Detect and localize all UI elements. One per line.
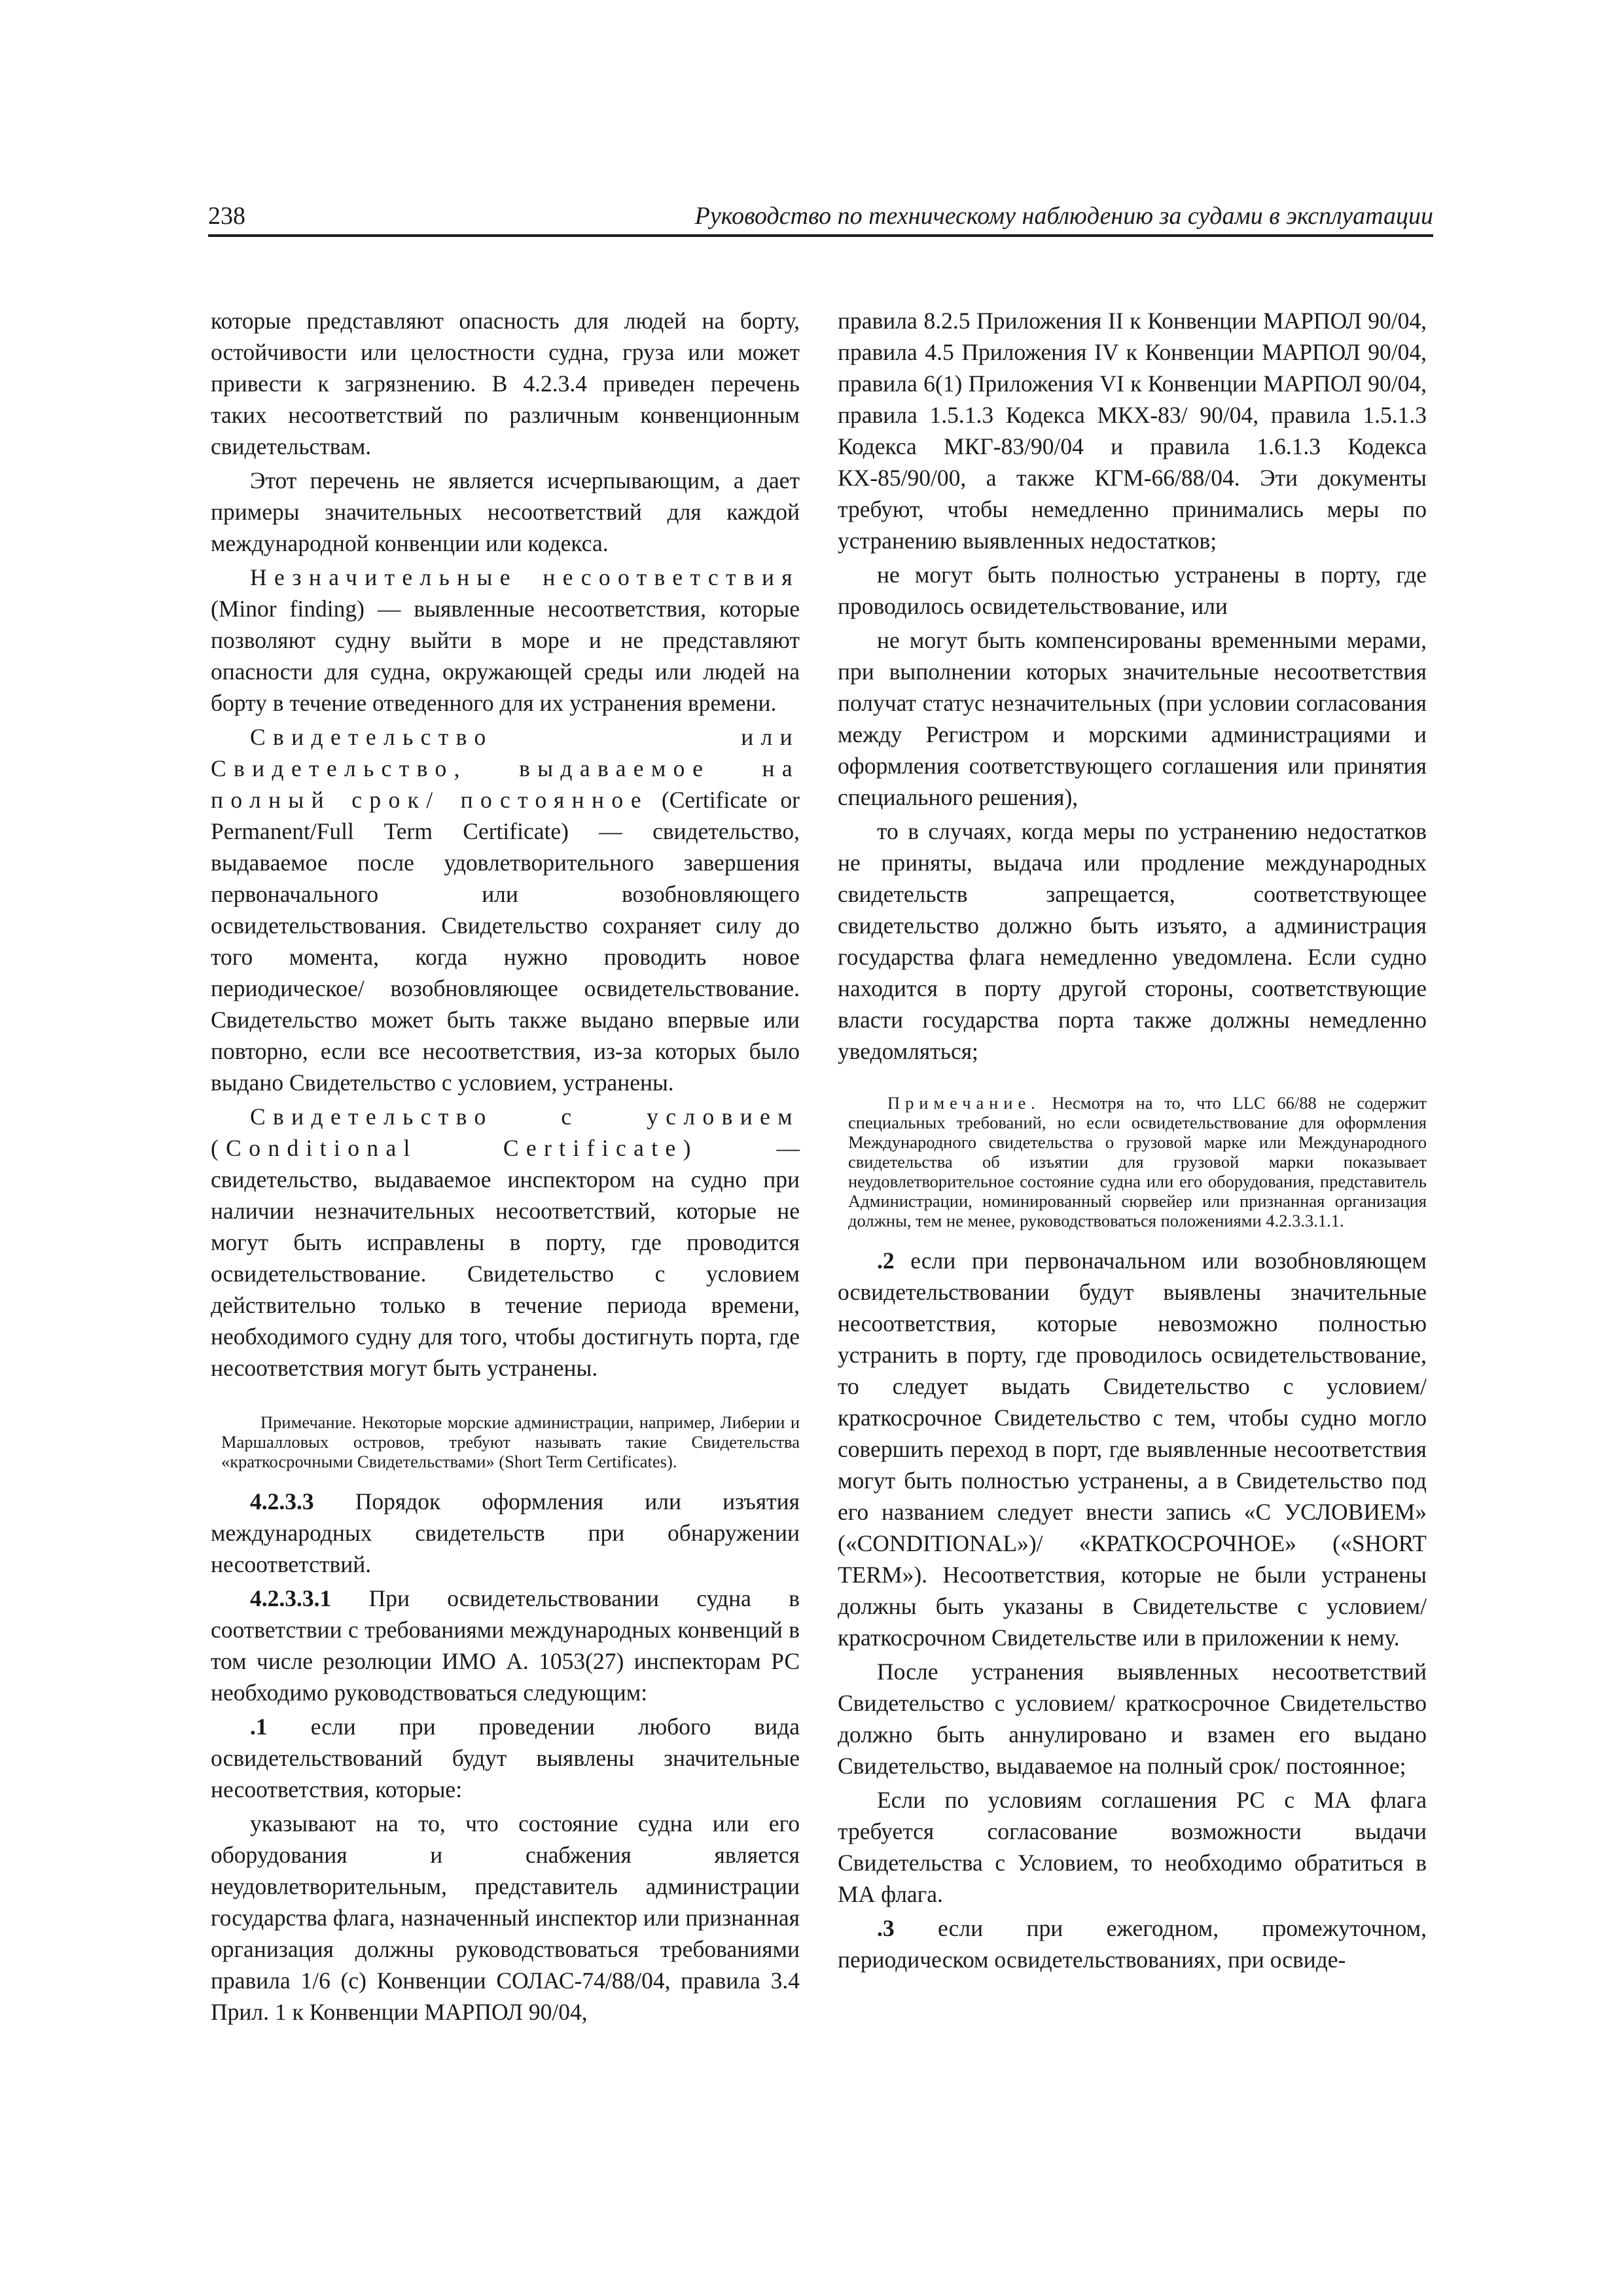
note-text: Несмотря на то, что LLC 66/88 не содержит специальных требований, но если освидетельствование для оформления Международного свидетельства о грузовой марке или Международного свидетельства об изъятии для грузовой марки показывает неудовлетворительное состояние судна или его оборудования, представитель Администрации, номинированный сюрвейер или признанная организация должны, тем не менее, руководствоваться положениями 4.2.3.3.1.1. (848, 1093, 1427, 1230)
page-header (208, 196, 1433, 237)
right-column (838, 305, 1427, 1978)
section-heading (211, 1486, 800, 1580)
section-title: Порядок оформления или изъятия международных свидетельств при обнаружении несоответствий. (211, 1488, 800, 1577)
definition-text: (Minor finding) — выявленные несоответствия, которые позволяют судну выйти в море и не представляют опасности для судна, окружающей среды или людей на борту в течение отведенного для их устранения времени. (211, 596, 800, 716)
section-number: 4.2.3.3.1 (250, 1585, 332, 1611)
item-number: .3 (877, 1915, 895, 1941)
term: Свидетельство с условием (Conditional Certificate) (211, 1103, 800, 1161)
note: Примечание. Некоторые морские администрации, например, Либерии и Маршалловых островов, требуют называть такие Свидетельства «краткосрочными Свидетельствами» (Short Term Certificates). (221, 1412, 800, 1471)
paragraph: то в случаях, когда меры по устранению недостатков не приняты, выдача или продление международных свидетельств запрещается, соответствующее свидетельство должно быть изъято, а администрация государства флага немедленно уведомлена. Если судно находится в порту другой стороны, соответствующие власти государства порта также должны немедленно уведомляться; (838, 818, 1427, 1064)
paragraph: Если по условиям соглашения РС с МА флага требуется согласование возможности выдачи Свидетельства с Условием, то необходимо обратиться в МА флага. (838, 1787, 1427, 1907)
paragraph: не могут быть полностью устранены в порту, где проводилось освидетельствование, или (838, 562, 1427, 619)
paragraph: не могут быть компенсированы временными мерами, при выполнении которых значительные несоответствия получат статус незначительных (при условии согласования между Регистром и морскими администрациями и оформления соответствующего соглашения или принятия специального решения), (838, 627, 1427, 810)
running-title: Руководство по техническому наблюдению за судами в эксплуатации (694, 202, 1433, 230)
section-number: 4.2.3.3 (250, 1488, 314, 1515)
item-number: .1 (250, 1713, 268, 1740)
item-number: .2 (877, 1247, 895, 1274)
page-number: 238 (208, 202, 245, 230)
paragraph: 4.2.3.3.1 При освидетельствовании судна в соответствии с требованиями международных конвенций в том числе резолюции ИМО А. 1053(27) инспекторам РС необходимо руководствоваться следующим: (211, 1585, 800, 1706)
term: Незначительные несоответствия (250, 564, 800, 590)
definition-certificate (211, 721, 800, 1098)
paragraph: которые представляют опасность для людей на борту, остойчивости или целостности судна, груза или может привести к загрязнению. В 4.2.3.4 приведен перечень таких несоответствий по различным конвенционным свидетельствам. (211, 308, 800, 459)
list-item: .3 если при ежегодном, промежуточном, периодическом освидетельствованиях, при освиде- (838, 1915, 1427, 1973)
list-item: .1 если при проведении любого вида освидетельствований будут выявлены значительные несоответствия, которые: (211, 1713, 800, 1803)
paragraph: указывают на то, что состояние судна или его оборудования и снабжения является неудовлетворительным, представитель администрации государства флага, назначенный инспектор или признанная организация должны руководствоваться требованиями правила 1/6 (с) Конвенции СОЛАС-74/88/04, правила 3.4 Прил. 1 к Конвенции МАРПОЛ 90/04, (211, 1810, 800, 2025)
note (838, 1093, 1427, 1230)
definition-text: — свидетельство, выдаваемое инспектором на судно при наличии незначительных несоответствий, которые не могут быть исправлены в порту, где проводится освидетельствование. Свидетельство с условием действительно только в течение периода времени, необходимого судну для того, чтобы достигнуть порта, где несоответствия могут быть устранены. (211, 1135, 800, 1381)
left-column (211, 305, 800, 2030)
definition-minor-finding (211, 562, 800, 719)
term: Свидетельство или Свидетельство, выдаваемое на полный срок/ постоянное (211, 724, 800, 813)
definition-text: (Certificate or Permanent/Full Term Certificate) — свидетельство, выдаваемое после удовлетворительного завершения первоначального или возобновляющего освидетельствования. Свидетельство сохраняет силу до того момента, когда нужно проводить новое периодическое/ возобновляющее освидетельствование. Свидетельство может быть также выдано впервые или повторно, если все несоответствия, из-за которых было выдано Свидетельство с условием, устранены. (211, 787, 800, 1096)
paragraph: Этот перечень не является исчерпывающим, а дает примеры значительных несоответствий для каждой международной конвенции или кодекса. (211, 467, 800, 556)
note-label: Примечание. (887, 1093, 1041, 1113)
paragraph: правила 8.2.5 Приложения II к Конвенции МАРПОЛ 90/04, правила 4.5 Приложения IV к Конвенции МАРПОЛ 90/04, правила 6(1) Приложения VI к Конвенции МАРПОЛ 90/04, правила 1.5.1.3 Кодекса МКХ-83/ 90/04, правила 1.5.1.3 Кодекса МКГ-83/90/04 и правила 1.6.1.3 Кодекса КХ-85/90/00, а также КГМ-66/88/04. Эти документы требуют, чтобы немедленно принимались меры по устранению выявленных недостатков; (838, 308, 1427, 554)
definition-conditional-certificate (211, 1101, 800, 1384)
paragraph: После устранения выявленных несоответствий Свидетельство с условием/ краткосрочное Свидетельство должно быть аннулировано и взамен его выдано Свидетельство, выдаваемое на полный срок/ постоянное; (838, 1659, 1427, 1779)
list-item: .2 если при первоначальном или возобновляющем освидетельствовании будут выявлены значительные несоответствия, которые невозможно полностью устранить в порту, где проводилось освидетельствование, то следует выдать Свидетельство с условием/краткосрочное Свидетельство с тем, чтобы судно могло совершить переход в порт, где выявленные несоответствия могут быть полностью устранены, а в Свидетельство под его названием следует внести запись «С УСЛОВИЕМ» («CONDITIONAL»)/ «КРАТКОСРОЧНОЕ» («SHORT TERM»). Несоответствия, которые не были устранены должны быть указаны в Свидетельстве с условием/ краткосрочном Свидетельстве или в приложении к нему. (838, 1247, 1427, 1651)
